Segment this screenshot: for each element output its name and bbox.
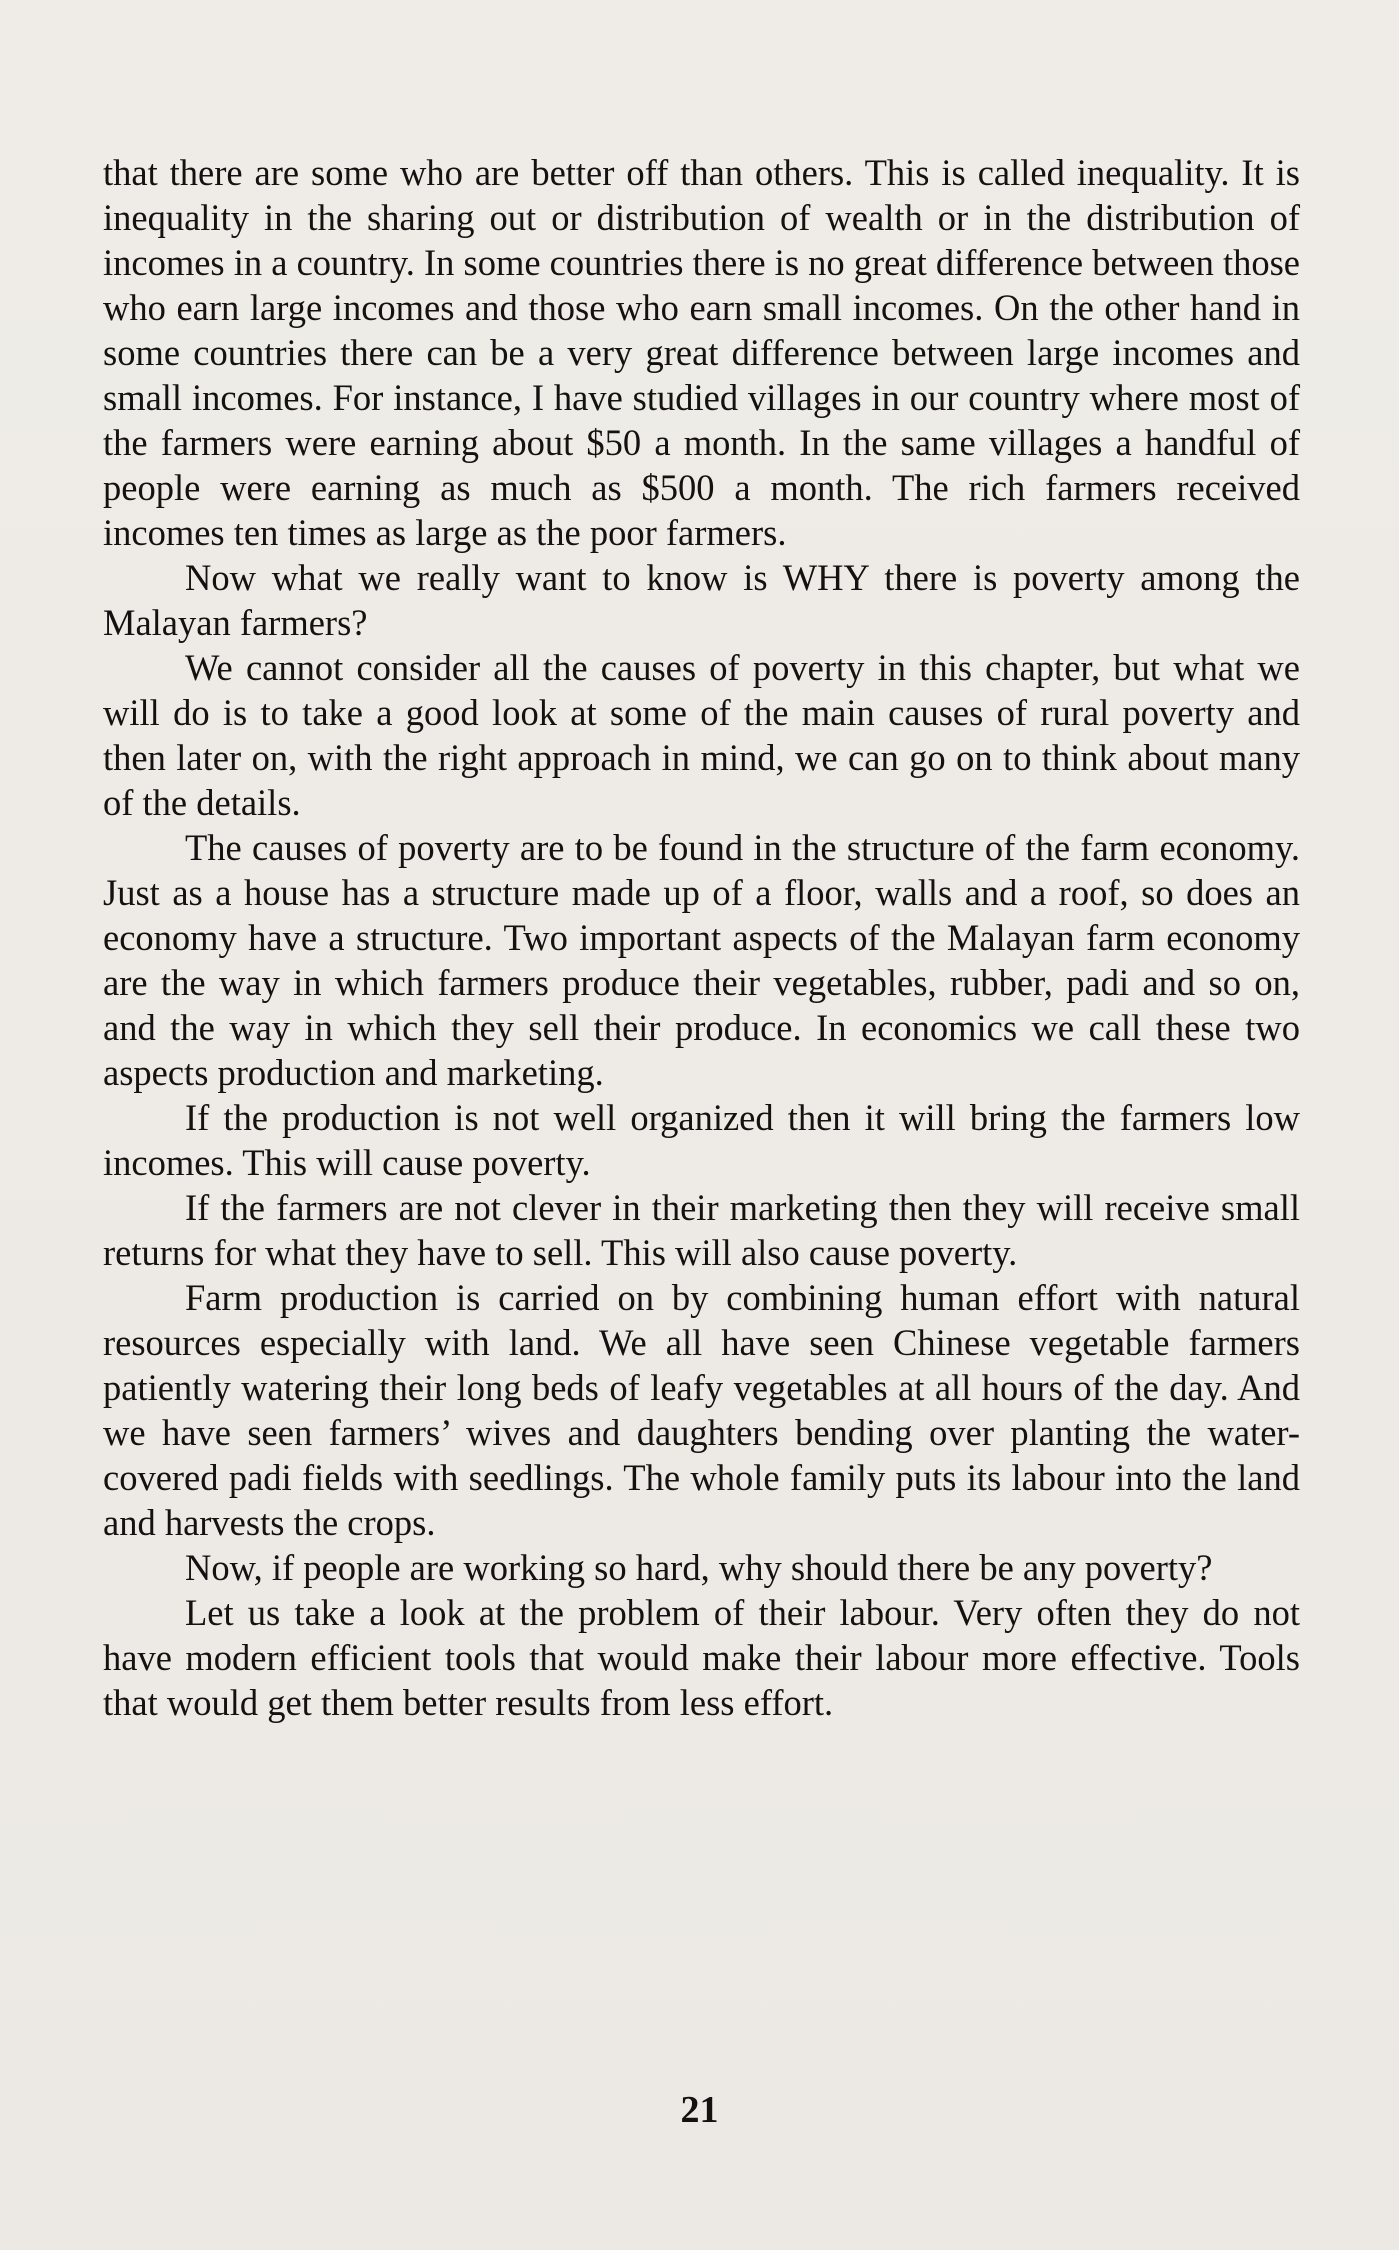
paragraph-labour-tools: Let us take a look at the problem of their labour. Very often they do not have modern efficient tools that would make their labour more effective. Tools that would get them better results from less effort. bbox=[103, 1592, 1300, 1723]
paragraph-causes-overview: We cannot consider all the causes of poverty in this chapter, but what we will do is to take a good look at some of the main causes of rural poverty and then later on, with the right approach in mind, we can go on to think about many of the details. bbox=[103, 647, 1300, 823]
paragraph-structure: The causes of poverty are to be found in the structure of the farm economy. Just as a house has a structure made up of a floor, walls and a roof, so does an economy have a structure. Two important aspects of the Malayan farm economy are the way in which farmers produce their vegetables, rubber, padi and so on, and the way in which they sell their produce. In economics we call these two aspects production and marketing. bbox=[103, 827, 1300, 1093]
paragraph-production: If the production is not well organized then it will bring the farmers low incomes. This will cause poverty. bbox=[103, 1097, 1300, 1183]
paragraph-working-hard: Now, if people are working so hard, why should there be any poverty? bbox=[185, 1547, 1213, 1588]
page-number: 21 bbox=[680, 2089, 719, 2131]
paragraph-farm-production: Farm production is carried on by combining human effort with natural resources especially with land. We all have seen Chinese vegetable farmers patiently watering their long beds of leafy vegetables at all hours of the day. And we have seen farmers’ wives and daughters bending over planting the water-covered padi fields with seedlings. The whole family puts its labour into the land and harvests the crops. bbox=[103, 1277, 1300, 1543]
body-text bbox=[103, 150, 1300, 1725]
paragraph-marketing: If the farmers are not clever in their marketing then they will receive small returns for what they have to sell. This will also cause poverty. bbox=[103, 1187, 1300, 1273]
paragraph-inequality: that there are some who are better off than others. This is called inequality. It is inequality in the sharing out or distribution of wealth or in the distribution of incomes in a country. In some countries there is no great difference between those who earn large incomes and those who earn small incomes. On the other hand in some countries there can be a very great difference between large incomes and small incomes. For instance, I have studied villages in our country where most of the farmers were earning about $50 a month. In the same villages a handful of people were earning as much as $500 a month. The rich farmers received incomes ten times as large as the poor farmers. bbox=[103, 152, 1300, 553]
paragraph-why-poverty: Now what we really want to know is WHY there is poverty among the Malayan farmers? bbox=[103, 557, 1300, 643]
